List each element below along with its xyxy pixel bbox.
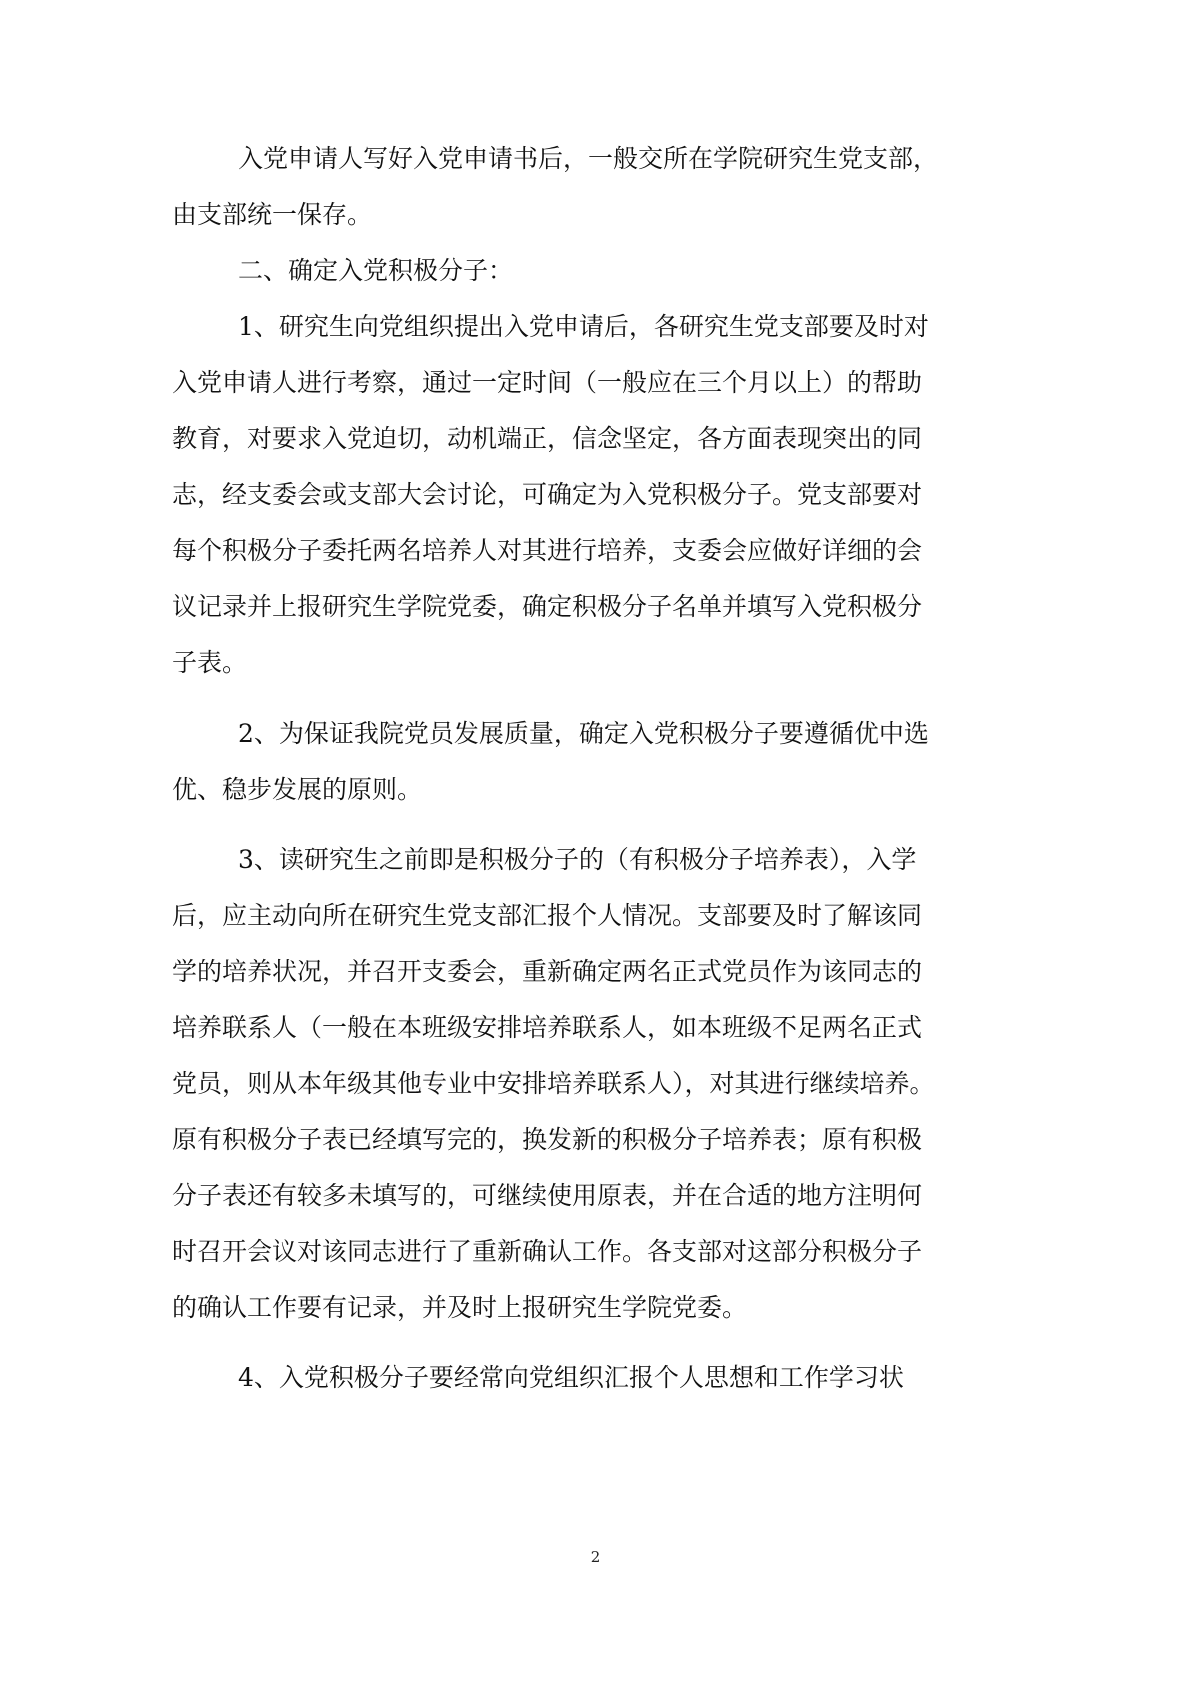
page-number: 2 — [590, 1548, 601, 1566]
document-page: 入党申请人写好入党申请书后，一般交所在学院研究生党支部， 由支部统一保存。 二、确定入党积极分子： 1、研究生向党组织提出入党申请后，各研究生党支部要及时对 入党申请人进行考察，通过一定时间（一般应在三个月以上）的帮助 教育，对要求入党迫切，动机端正，信念坚定，各方面表现突出的同 志，经支委会或支部大会讨论，可确定为入党积极分子。党支部要对 每个积极分子委托两名培养人对其进行培养，支委会应做好详细的会 议记录并上报研究生学院党委，确定积极分子名单并填写入党积极分 子表。 2、为保证我院党员发展质量，确定入党积极分子要遵循优中选 优、稳步发展的原则。 3、读研究生之前即是积极分子的（有积极分子培养表），入学 后，应主动向所在研究生党支部汇报个人情况。支部要及时了解该同 学的培养状况，并召开支委会，重新确定两名正式党员作为该同志的 培养联系人（一般在本班级安排培养联系人，如本班级不足两名正式 党员，则从本年级其他专业中安排培养联系人），对其进行继续培养。 原有积极分子表已经填写完的，换发新的积极分子培养表；原有积极 分子表还有较多未填写的，可继续使用原表，并在合适的地方注明何 时召开会议对该同志进行了重新确认工作。各支部对这部分积极分子 的确认工作要有记录，并及时上报研究生学院党委。 4、入党积极分子要经常向党组织汇报个人思想和工作学习状 2 — [0, 0, 1191, 1684]
